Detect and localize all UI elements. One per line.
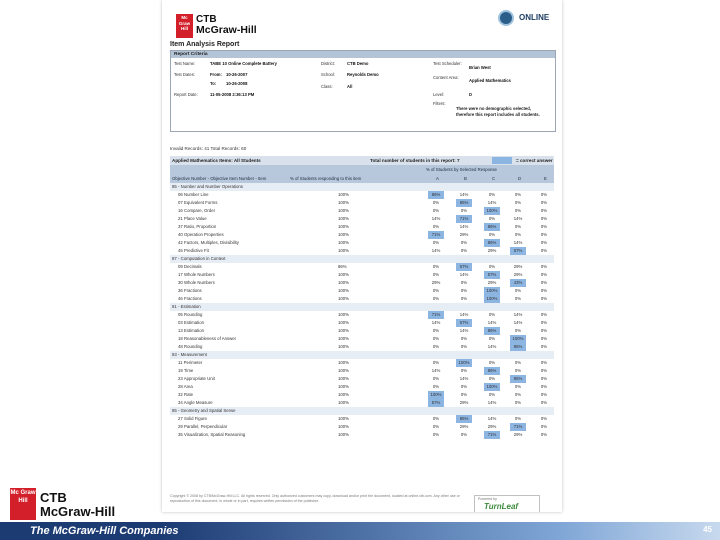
response-cell-c: 29% (487, 424, 497, 429)
table-row (170, 383, 554, 391)
response-cell-a: 86% (428, 191, 444, 199)
item-label: 34 Angle Measure (178, 400, 213, 405)
item-pct-responding: 100% (338, 216, 349, 221)
response-cell-b: 57% (456, 263, 472, 271)
response-cell-c: 71% (484, 431, 500, 439)
response-cell-a: 0% (432, 424, 440, 429)
response-cell-d: 71% (510, 423, 526, 431)
table-row (170, 327, 554, 335)
item-pct-responding: 100% (338, 424, 349, 429)
table-row (170, 247, 554, 255)
item-pct-responding: 100% (338, 392, 349, 397)
item-label: 16 Compare, Order (178, 208, 216, 213)
item-pct-responding: 100% (338, 320, 349, 325)
item-pct-responding: 100% (338, 248, 349, 253)
choice-a-header: A (436, 176, 439, 181)
item-analysis-table (170, 156, 554, 439)
item-label: 09 Decimals (178, 264, 202, 269)
response-cell-c: 0% (488, 232, 496, 237)
table-row (170, 343, 554, 351)
response-cell-c: 100% (484, 287, 500, 295)
item-label: 03 Estimation (178, 320, 205, 325)
response-cell-a: 0% (432, 384, 440, 389)
response-cell-b: 0% (460, 392, 468, 397)
response-cell-a: 0% (432, 360, 440, 365)
table-row (170, 271, 554, 279)
companies-label: The McGraw-Hill Companies (30, 525, 179, 537)
page-number: 45 (703, 525, 712, 534)
table-row (170, 319, 554, 327)
district-value: CTB Demo (347, 61, 369, 66)
response-cell-e: 0% (540, 288, 548, 293)
response-cell-b: 14% (459, 224, 469, 229)
response-cell-a: 0% (432, 200, 440, 205)
item-label: 07 Equivalent Forms (178, 200, 218, 205)
response-cell-a: 14% (431, 320, 441, 325)
legend-text: = correct answer (516, 158, 553, 163)
logo-line2: McGraw-Hill (196, 24, 257, 36)
item-pct-responding: 100% (338, 376, 349, 381)
response-cell-c: 14% (487, 344, 497, 349)
item-label: 30 Whole Numbers (178, 280, 215, 285)
item-label: 11 Perimeter (178, 360, 203, 365)
online-label: ONLINE (519, 13, 550, 22)
table-row (170, 207, 554, 215)
from-label: From: (210, 72, 222, 77)
item-label: 32 Rate (178, 392, 194, 397)
item-pct-responding: 100% (338, 192, 349, 197)
table-row (170, 415, 554, 423)
response-cell-b: 29% (459, 400, 469, 405)
response-cell-a: 0% (432, 328, 440, 333)
powered-by-label: Powered by (478, 497, 497, 501)
table-title: Applied Mathematics Items: All Students (172, 158, 261, 163)
table-row (170, 335, 554, 343)
school-value: Reynolds Demo (347, 72, 379, 77)
table-row (170, 239, 554, 247)
response-cell-a: 0% (432, 376, 440, 381)
item-label: 46 Fractions (178, 296, 202, 301)
response-cell-c: 86% (484, 223, 500, 231)
item-label: 29 Parallel, Perpendicular (178, 424, 228, 429)
item-label: 13 Estimation (178, 328, 205, 333)
item-pct-responding: 100% (338, 312, 349, 317)
response-cell-a: 57% (428, 399, 444, 407)
response-cell-c: 14% (487, 400, 497, 405)
response-cell-b: 14% (459, 192, 469, 197)
response-cell-d: 43% (510, 279, 526, 287)
response-cell-d: 29% (513, 264, 523, 269)
ctb-logo-large (40, 491, 115, 519)
response-cell-e: 0% (540, 360, 548, 365)
table-row (170, 431, 554, 439)
response-cell-b: 0% (460, 296, 468, 301)
response-cell-e: 0% (540, 216, 548, 221)
item-label: 42 Factors, Multiples, Divisibility (178, 240, 239, 245)
content-area-label: Content Area: (433, 75, 459, 80)
table-row (170, 311, 554, 319)
response-cell-c: 57% (484, 271, 500, 279)
response-cell-b: 57% (456, 319, 472, 327)
item-pct-responding: 86% (338, 264, 347, 269)
table-row (170, 231, 554, 239)
response-cell-d: 0% (514, 384, 522, 389)
section-label: 85 - Number and Number Operations (172, 184, 243, 189)
response-cell-b: 29% (459, 424, 469, 429)
response-cell-e: 0% (540, 392, 548, 397)
table-column-header (170, 174, 554, 183)
response-cell-b: 100% (456, 359, 472, 367)
response-cell-a: 0% (432, 264, 440, 269)
response-cell-b: 29% (459, 232, 469, 237)
pct-students-column-header: % of Students responding to this item (290, 176, 362, 181)
response-cell-c: 0% (488, 312, 496, 317)
report-date-label: Report Date: (174, 92, 198, 97)
response-cell-a: 0% (432, 224, 440, 229)
response-cell-a: 14% (431, 216, 441, 221)
response-cell-c: 0% (488, 336, 496, 341)
response-cell-a: 71% (428, 311, 444, 319)
class-label: Class: (321, 84, 333, 89)
response-cell-c: 29% (487, 248, 497, 253)
section-row (170, 351, 554, 359)
item-pct-responding: 100% (338, 328, 349, 333)
response-cell-d: 14% (513, 320, 523, 325)
response-cell-d: 86% (510, 375, 526, 383)
response-cell-e: 0% (540, 232, 548, 237)
response-cell-e: 0% (540, 400, 548, 405)
response-cell-b: 0% (460, 288, 468, 293)
response-cell-a: 14% (431, 368, 441, 373)
item-label: 37 Ratio, Proportion (178, 224, 217, 229)
response-cell-b: 0% (460, 432, 468, 437)
response-cell-d: 0% (514, 368, 522, 373)
response-cell-b: 0% (460, 240, 468, 245)
mcgraw-hill-logo-large-icon: Mc Graw Hill (10, 488, 36, 520)
response-cell-b: 14% (459, 328, 469, 333)
logo-line1: CTB (196, 14, 217, 25)
table-row (170, 399, 554, 407)
response-cell-d: 0% (514, 208, 522, 213)
item-label: 05 Rounding (178, 312, 203, 317)
item-pct-responding: 100% (338, 272, 349, 277)
test-name-value: TABE 10 Online Complete Battery (210, 61, 277, 66)
section-label: 83 - Measurement (172, 352, 207, 357)
item-pct-responding: 100% (338, 432, 349, 437)
response-cell-e: 0% (540, 368, 548, 373)
response-cell-c: 0% (488, 376, 496, 381)
report-title: Item Analysis Report (170, 41, 240, 48)
table-row (170, 199, 554, 207)
response-cell-e: 0% (540, 224, 548, 229)
response-cell-b: 0% (460, 384, 468, 389)
ctb-logo (196, 14, 257, 36)
item-pct-responding: 100% (338, 232, 349, 237)
response-cell-a: 71% (428, 231, 444, 239)
item-pct-responding: 100% (338, 240, 349, 245)
response-cell-e: 0% (540, 328, 548, 333)
table-row (170, 287, 554, 295)
turnleaf-logo (474, 495, 540, 512)
item-pct-responding: 100% (338, 368, 349, 373)
response-cell-c: 100% (484, 295, 500, 303)
response-cell-a: 0% (432, 336, 440, 341)
response-cell-e: 0% (540, 320, 548, 325)
response-cell-d: 0% (514, 224, 522, 229)
table-row (170, 215, 554, 223)
logo-large-line1: CTB (40, 490, 67, 505)
response-cell-c: 86% (484, 367, 500, 375)
response-cell-d: 0% (514, 400, 522, 405)
response-cell-a: 0% (432, 272, 440, 277)
logo-large-line2: McGraw-Hill (40, 504, 116, 519)
section-row (170, 303, 554, 311)
response-cell-d: 0% (514, 288, 522, 293)
table-row (170, 295, 554, 303)
response-cell-a: 0% (432, 208, 440, 213)
response-cell-d: 14% (513, 240, 523, 245)
level-label: Level: (433, 92, 445, 97)
response-cell-b: 86% (456, 199, 472, 207)
table-row (170, 423, 554, 431)
test-scheduler-label: Test Scheduler: (433, 61, 462, 66)
response-cell-b: 14% (459, 376, 469, 381)
section-row (170, 255, 554, 263)
report-date-value: 11-05-2008 2:36:13 PM (210, 92, 255, 97)
response-cell-a: 100% (428, 391, 444, 399)
response-cell-e: 0% (540, 344, 548, 349)
response-cell-c: 100% (484, 383, 500, 391)
item-pct-responding: 100% (338, 288, 349, 293)
item-pct-responding: 100% (338, 400, 349, 405)
response-cell-e: 0% (540, 376, 548, 381)
item-pct-responding: 100% (338, 416, 349, 421)
filters-label: Filters: (433, 101, 446, 106)
mcgraw-hill-logo-icon: Mc Graw Hill (176, 14, 193, 38)
table-row (170, 391, 554, 399)
table-row (170, 263, 554, 271)
group-header: % of Students by Selected Response (426, 167, 497, 172)
item-pct-responding: 100% (338, 360, 349, 365)
response-cell-c: 14% (487, 416, 497, 421)
response-cell-c: 0% (488, 192, 496, 197)
table-row (170, 279, 554, 287)
section-row (170, 183, 554, 191)
item-label: 18 Reasonableness of Answer (178, 336, 237, 341)
report-document (162, 0, 562, 512)
response-cell-c: 86% (484, 239, 500, 247)
response-cell-d: 0% (514, 232, 522, 237)
to-value: 10-26-2008 (226, 81, 248, 86)
section-label: 87 - Computation in Context (172, 256, 226, 261)
item-label: 40 Operation Properties (178, 232, 224, 237)
response-cell-b: 0% (460, 280, 468, 285)
response-cell-e: 0% (540, 248, 548, 253)
record-counts: Invalid Records: 41 Total Records: 60 (170, 146, 247, 151)
class-value: All (347, 84, 353, 89)
school-label: School: (321, 72, 335, 77)
table-title-row (170, 156, 554, 165)
response-cell-d: 86% (510, 343, 526, 351)
table-row (170, 223, 554, 231)
response-cell-e: 0% (540, 416, 548, 421)
test-name-label: Test Name: (174, 61, 196, 66)
choice-c-header: C (492, 176, 496, 181)
item-label: 36 Fractions (178, 288, 202, 293)
test-dates-label: Test Dates: (174, 72, 195, 77)
content-area-value: Applied Mathematics (469, 78, 511, 83)
response-cell-c: 0% (488, 216, 496, 221)
item-pct-responding: 100% (338, 344, 349, 349)
response-cell-b: 86% (456, 415, 472, 423)
objective-column-header: Objective Number - Objective Item Number - Item (172, 176, 267, 181)
level-value: D (469, 92, 473, 97)
response-cell-c: 14% (487, 200, 497, 205)
choice-e-header: E (544, 176, 547, 181)
response-cell-c: 100% (484, 207, 500, 215)
response-cell-a: 0% (432, 432, 440, 437)
item-pct-responding: 100% (338, 384, 349, 389)
response-cell-e: 0% (540, 192, 548, 197)
filters-text: There were no demographic selected, therefore this report includes all students. (456, 106, 540, 118)
response-cell-a: 0% (432, 240, 440, 245)
response-cell-d: 0% (514, 360, 522, 365)
to-label: To: (210, 81, 217, 86)
item-label: 48 Rounding (178, 344, 203, 349)
item-label: 19 Time (178, 368, 194, 373)
response-cell-b: 71% (456, 215, 472, 223)
table-row (170, 367, 554, 375)
item-pct-responding: 100% (338, 296, 349, 301)
report-criteria-box (170, 50, 556, 132)
response-cell-e: 0% (540, 432, 548, 437)
response-cell-b: 0% (460, 208, 468, 213)
response-cell-c: 0% (488, 264, 496, 269)
response-cell-d: 0% (514, 416, 522, 421)
online-globe-icon (498, 10, 514, 26)
item-label: 45 Predictive Fit (178, 248, 209, 253)
choice-b-header: B (464, 176, 467, 181)
correct-answer-swatch (492, 157, 512, 164)
response-cell-e: 0% (540, 272, 548, 277)
item-label: 23 Appropriate Unit (178, 376, 215, 381)
district-label: District: (321, 61, 335, 66)
table-body (170, 183, 554, 439)
response-cell-e: 0% (540, 312, 548, 317)
response-cell-a: 0% (432, 344, 440, 349)
section-label: 81 - Estimation (172, 304, 201, 309)
item-pct-responding: 100% (338, 200, 349, 205)
response-cell-d: 0% (514, 328, 522, 333)
response-cell-e: 0% (540, 200, 548, 205)
response-cell-d: 0% (514, 200, 522, 205)
copyright-text: Copyright © 2008 by CTB/McGraw-Hill LLC. All rights reserved. Only authorized customers may copy, download and/or print the document, located at online.ctb.com. Any other use or reproduction of this document, in whole or in part, requires written permission of the publisher. (170, 494, 460, 503)
item-pct-responding: 100% (338, 224, 349, 229)
section-label: 85 - Geometry and Spatial Sense (172, 408, 236, 413)
response-cell-d: 57% (510, 247, 526, 255)
response-cell-a: 29% (431, 280, 441, 285)
response-cell-b: 14% (459, 272, 469, 277)
response-cell-d: 0% (514, 296, 522, 301)
response-cell-d: 29% (513, 432, 523, 437)
response-cell-b: 0% (460, 344, 468, 349)
criteria-header: Report Criteria (171, 51, 555, 58)
total-students: Total number of students in this report: 7 (370, 158, 460, 163)
response-cell-c: 0% (488, 360, 496, 365)
item-label: 17 Whole Numbers (178, 272, 215, 277)
response-cell-e: 0% (540, 296, 548, 301)
table-row (170, 359, 554, 367)
table-row (170, 191, 554, 199)
response-cell-a: 0% (432, 296, 440, 301)
response-cell-e: 0% (540, 240, 548, 245)
response-cell-e: 0% (540, 280, 548, 285)
response-cell-b: 14% (459, 312, 469, 317)
response-cell-d: 0% (514, 392, 522, 397)
response-cell-b: 0% (460, 336, 468, 341)
response-cell-e: 0% (540, 336, 548, 341)
response-cell-b: 0% (460, 248, 468, 253)
item-label: 35 Visualization, Spatial Reasoning (178, 432, 246, 437)
response-cell-d: 14% (513, 312, 523, 317)
bottom-band (0, 522, 720, 540)
test-scheduler-value: Brian West (469, 65, 491, 70)
from-value: 10-26-2007 (226, 72, 248, 77)
response-cell-c: 14% (487, 320, 497, 325)
response-cell-e: 0% (540, 264, 548, 269)
response-cell-e: 0% (540, 208, 548, 213)
response-cell-e: 0% (540, 424, 548, 429)
response-cell-c: 86% (484, 327, 500, 335)
response-cell-d: 0% (514, 192, 522, 197)
item-label: 21 Place Value (178, 216, 207, 221)
item-pct-responding: 100% (338, 208, 349, 213)
response-cell-d: 14% (513, 216, 523, 221)
response-cell-e: 0% (540, 384, 548, 389)
response-cell-a: 0% (432, 416, 440, 421)
response-cell-d: 29% (513, 272, 523, 277)
item-pct-responding: 100% (338, 336, 349, 341)
item-label: 27 Solid Figure (178, 416, 207, 421)
response-cell-d: 100% (510, 335, 526, 343)
response-cell-c: 29% (487, 280, 497, 285)
response-cell-a: 14% (431, 248, 441, 253)
section-row (170, 407, 554, 415)
item-pct-responding: 100% (338, 280, 349, 285)
response-cell-b: 0% (460, 368, 468, 373)
item-label: 28 Area (178, 384, 193, 389)
table-row (170, 375, 554, 383)
item-label: 06 Number Line (178, 192, 209, 197)
response-cell-a: 0% (432, 288, 440, 293)
turnleaf-name: TurnLeaf (484, 502, 519, 511)
table-group-header (170, 165, 554, 174)
choice-d-header: D (518, 176, 522, 181)
response-cell-c: 0% (488, 392, 496, 397)
